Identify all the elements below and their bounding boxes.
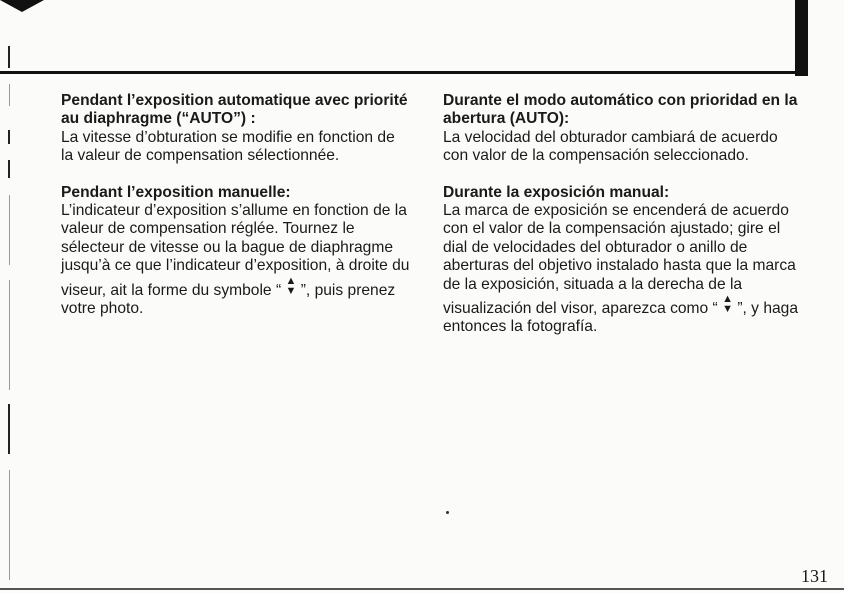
spanish-column <box>443 92 798 337</box>
binding-mark <box>9 84 10 106</box>
french-auto-text: La vitesse d’obturation se modifie en fonction de la valeur de compensation sélectionnée. <box>61 128 395 165</box>
binding-mark <box>8 160 10 178</box>
stray-dot <box>446 511 449 514</box>
spanish-manual-text <box>443 202 798 337</box>
french-column <box>61 92 411 318</box>
up-down-triangle-icon: ▲ ▼ <box>722 293 733 316</box>
spanish-auto-section <box>443 92 798 166</box>
binding-mark <box>9 280 10 390</box>
corner-mark <box>0 0 44 12</box>
binding-mark <box>8 46 10 68</box>
binding-mark <box>9 470 10 580</box>
top-border <box>0 0 807 74</box>
french-manual-section <box>61 184 411 319</box>
binding-mark <box>9 195 10 265</box>
french-manual-text-end: ”, puis prenez votre photo. <box>61 281 396 318</box>
spanish-auto-text: La velocidad del obturador cambiará de acuerdo con valor de la compensación seleccionado. <box>443 128 778 165</box>
bottom-rule <box>0 588 844 590</box>
top-border-edge <box>795 0 808 76</box>
up-down-triangle-icon: ▲ ▼ <box>285 274 297 297</box>
spanish-auto-heading: Durante el modo automático con prioridad en la abertura (AUTO): <box>443 92 798 128</box>
spanish-manual-section <box>443 184 798 337</box>
spanish-manual-heading: Durante la exposición manual: <box>443 183 670 201</box>
spanish-manual-text-start: La marca de exposición se encenderá de acuerdo con el valor de la compensación ajustado; gire el dial de velocidades del obturador o anillo de aberturas del objetivo instalado hasta que la marca de la exposición, situada a la derecha de la visualización del visor, aparezca como “ <box>443 202 796 318</box>
french-auto-section <box>61 92 411 166</box>
binding-mark <box>8 130 10 144</box>
spanish-manual-text-end: ”, y haga entonces la fotografía. <box>443 300 799 336</box>
french-manual-heading: Pendant l’exposition manuelle: <box>61 183 291 201</box>
french-manual-text <box>61 202 411 318</box>
french-manual-text-start: L’indicateur d’exposition s’allume en fonction de la valeur de compensation réglée. Tournez le sélecteur de vitesse ou la bague de diaphragme jusqu’à ce que l’indicateur d’exposition, à droite du viseur, ait la forme du symbole “ <box>61 202 410 299</box>
french-auto-heading: Pendant l’exposition automatique avec priorité au diaphragme (“AUTO”) : <box>61 92 408 128</box>
page-number: 131 <box>801 566 828 586</box>
binding-mark <box>8 404 10 454</box>
